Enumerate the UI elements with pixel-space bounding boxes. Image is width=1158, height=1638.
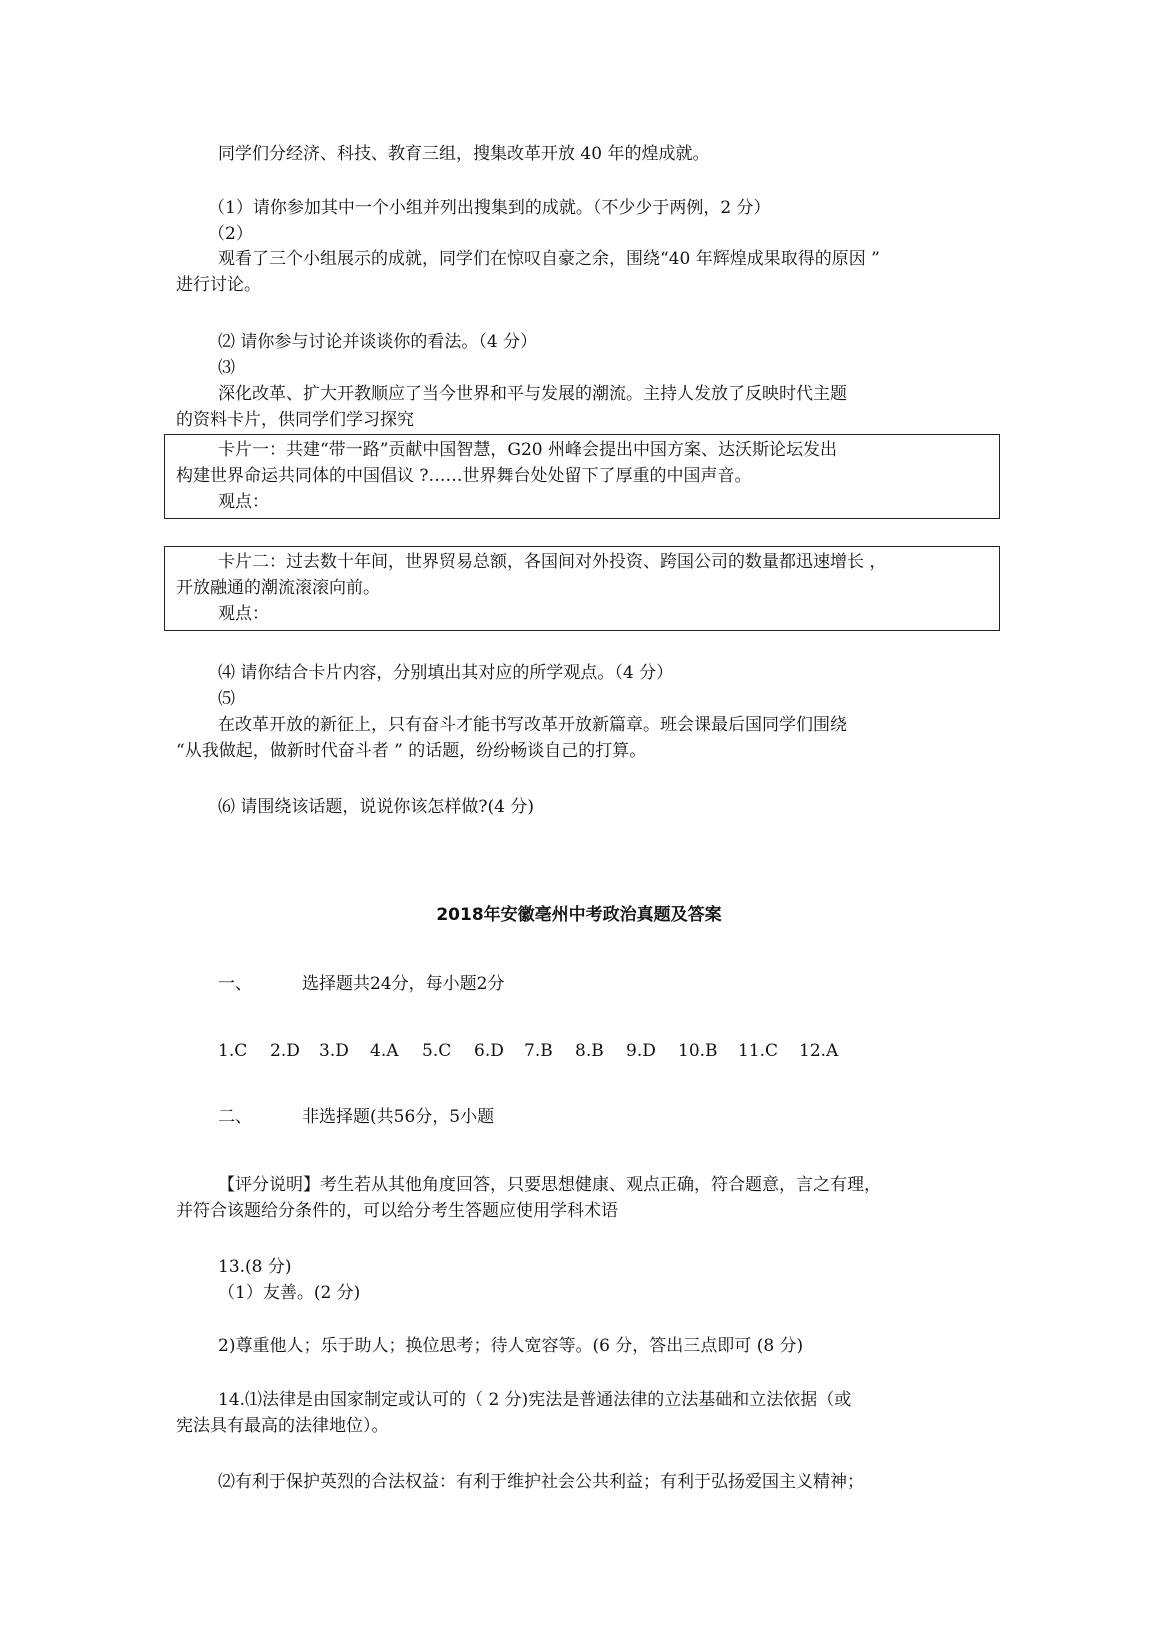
paragraph-5-line-2: “从我做起，做新时代奋斗者 ” 的话题，纷纷畅谈自己的打算。 bbox=[176, 741, 647, 761]
section-2-number: 二、 bbox=[218, 1107, 252, 1127]
section-2-heading: 非选择题(共56分，5小题 bbox=[302, 1107, 495, 1127]
mcq-answer: 3.D bbox=[319, 1041, 349, 1061]
mcq-answer: 7.B bbox=[524, 1041, 553, 1061]
resource-card-2 bbox=[164, 546, 1000, 631]
section-1-number: 一、 bbox=[218, 974, 252, 994]
answer-13-part-1: （1）友善。(2 分) bbox=[218, 1283, 361, 1303]
paragraph-2-line-2: 进行讨论。 bbox=[176, 275, 261, 295]
card-2-line-2: 开放融通的潮流滚滚向前。 bbox=[176, 578, 380, 598]
mcq-answer: 12.A bbox=[799, 1041, 839, 1061]
card-1-line-1: 卡片一：共建“带一路”贡献中国智慧，G20 州峰会提出中国方案、达沃斯论坛发出 bbox=[218, 440, 837, 460]
intro-text: 同学们分经济、科技、教育三组，搜集改革开放 40 年的煌成就。 bbox=[218, 144, 710, 164]
mcq-answer: 5.C bbox=[422, 1041, 452, 1061]
card-1-line-2: 构建世界命运共同体的中国倡议 ?……世界舞台处处留下了厚重的中国声音。 bbox=[176, 466, 752, 486]
question-4: ⑷ 请你结合卡片内容，分别填出其对应的所学观点。（4 分） bbox=[218, 663, 674, 683]
item-number-5: ⑸ bbox=[218, 689, 235, 709]
card-2-line-1: 卡片二：过去数十年间，世界贸易总额，各国间对外投资、跨国公司的数量都迅速增长 ， bbox=[218, 552, 887, 572]
question-6: ⑹ 请围绕该话题，说说你该怎样做?(4 分) bbox=[218, 797, 535, 817]
section-1-heading: 选择题共24分，每小题2分 bbox=[302, 974, 505, 994]
paragraph-3-line-2: 的资料卡片，供同学们学习探究 bbox=[176, 410, 414, 430]
mcq-answer: 6.D bbox=[474, 1041, 504, 1061]
paragraph-5-line-1: 在改革开放的新征上，只有奋斗才能书写改革开放新篇章。班会课最后国同学们围绕 bbox=[218, 715, 847, 735]
mcq-answer: 11.C bbox=[738, 1041, 779, 1061]
resource-card-1 bbox=[164, 434, 1000, 519]
question-1: （1）请你参加其中一个小组并列出搜集到的成就。（不少少于两例，2 分） bbox=[208, 198, 771, 218]
question-2: ⑵ 请你参与讨论并谈谈你的看法。（4 分） bbox=[218, 332, 538, 352]
mcq-answer: 8.B bbox=[575, 1041, 604, 1061]
scoring-note-line-2: 并符合该题给分条件的，可以给分考生答题应使用学科术语 bbox=[176, 1201, 618, 1221]
paragraph-3-line-1: 深化改革、扩大开教顺应了当今世界和平与发展的潮流。主持人发放了反映时代主题 bbox=[218, 384, 847, 404]
answer-key-title: 2018年安徽亳州中考政治真题及答案 bbox=[436, 905, 722, 925]
answer-14-part-1-line-1: 14.⑴法律是由国家制定或认可的（ 2 分)宪法是普通法律的立法基础和立法依据（或 bbox=[218, 1390, 852, 1410]
mcq-answer: 10.B bbox=[678, 1041, 718, 1061]
answer-14-part-1-line-2: 宪法具有最高的法律地位）。 bbox=[176, 1416, 389, 1436]
card-2-viewpoint-label: 观点： bbox=[218, 604, 269, 624]
item-number-3: ⑶ bbox=[218, 358, 235, 378]
mcq-answer: 4.A bbox=[370, 1041, 399, 1061]
mcq-answer: 9.D bbox=[626, 1041, 656, 1061]
answer-14-part-2: ⑵有利于保护英烈的合法权益：有利于维护社会公共利益；有利于弘扬爱国主义精神； bbox=[218, 1472, 864, 1492]
card-1-viewpoint-label: 观点： bbox=[218, 492, 269, 512]
answer-13-part-2: 2)尊重他人；乐于助人；换位思考；待人宽容等。(6 分，答出三点即可 (8 分) bbox=[218, 1336, 804, 1356]
item-number-2: （2） bbox=[208, 224, 253, 244]
paragraph-2-line-1: 观看了三个小组展示的成就，同学们在惊叹自豪之余，围绕“40 年辉煌成果取得的原因 ” bbox=[218, 249, 880, 269]
scoring-note-line-1: 【评分说明】考生若从其他角度回答，只要思想健康、观点正确，符合题意，言之有理， bbox=[218, 1175, 881, 1195]
mcq-answer: 1.C bbox=[218, 1041, 248, 1061]
mcq-answer: 2.D bbox=[270, 1041, 300, 1061]
answer-13-heading: 13.(8 分) bbox=[218, 1257, 292, 1277]
